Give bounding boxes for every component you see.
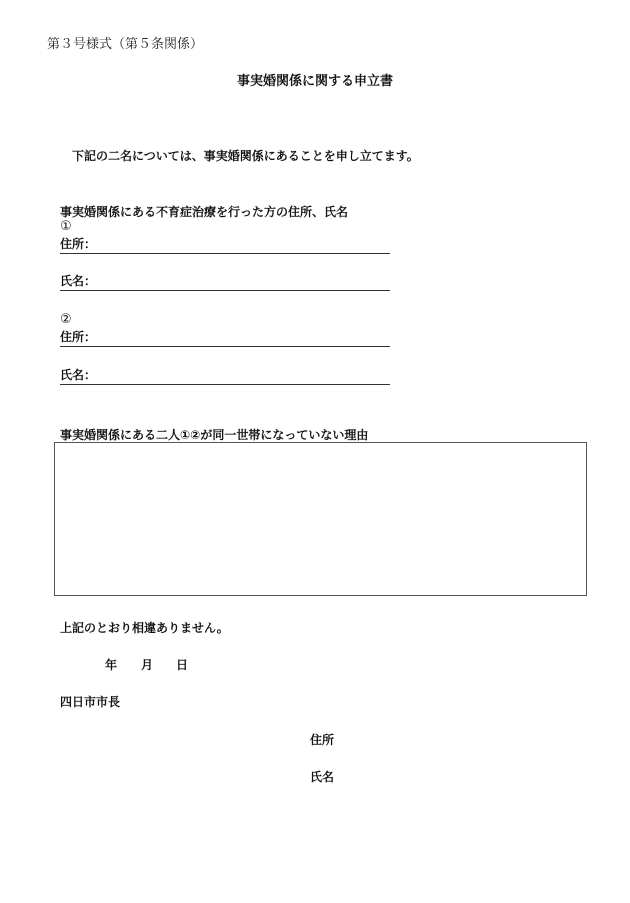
date-year: 年 bbox=[105, 658, 118, 672]
date-month: 月 bbox=[141, 658, 154, 672]
person2-address-label: 住所： bbox=[60, 330, 97, 344]
person1-name-label: 氏名： bbox=[60, 274, 97, 288]
person1-address-field[interactable] bbox=[60, 235, 390, 254]
date-day: 日 bbox=[176, 658, 189, 672]
reason-textbox[interactable] bbox=[54, 442, 587, 596]
declaration-text: 上記のとおり相違ありません。 bbox=[60, 621, 229, 635]
section-heading: 事実婚関係にある不育症治療を行った方の住所、氏名 bbox=[60, 205, 349, 219]
person2-marker: ② bbox=[60, 312, 72, 327]
addressee: 四日市市長 bbox=[60, 695, 121, 709]
form-number: 第３号様式（第５条関係） bbox=[47, 37, 204, 52]
reason-heading: 事実婚関係にある二人①②が同一世帯になっていない理由 bbox=[60, 428, 369, 442]
person2-name-label: 氏名： bbox=[60, 368, 97, 382]
intro-text: 下記の二名については、事実婚関係にあることを申し立てます。 bbox=[72, 149, 419, 163]
applicant-address-label: 住所 bbox=[310, 733, 335, 747]
person1-address-label: 住所： bbox=[60, 237, 97, 251]
person2-name-field[interactable] bbox=[60, 366, 390, 385]
person1-marker: ① bbox=[60, 219, 72, 234]
document-title: 事実婚関係に関する申立書 bbox=[236, 74, 393, 89]
person1-name-field[interactable] bbox=[60, 272, 390, 291]
person2-address-field[interactable] bbox=[60, 328, 390, 347]
applicant-name-label: 氏名 bbox=[310, 770, 335, 784]
